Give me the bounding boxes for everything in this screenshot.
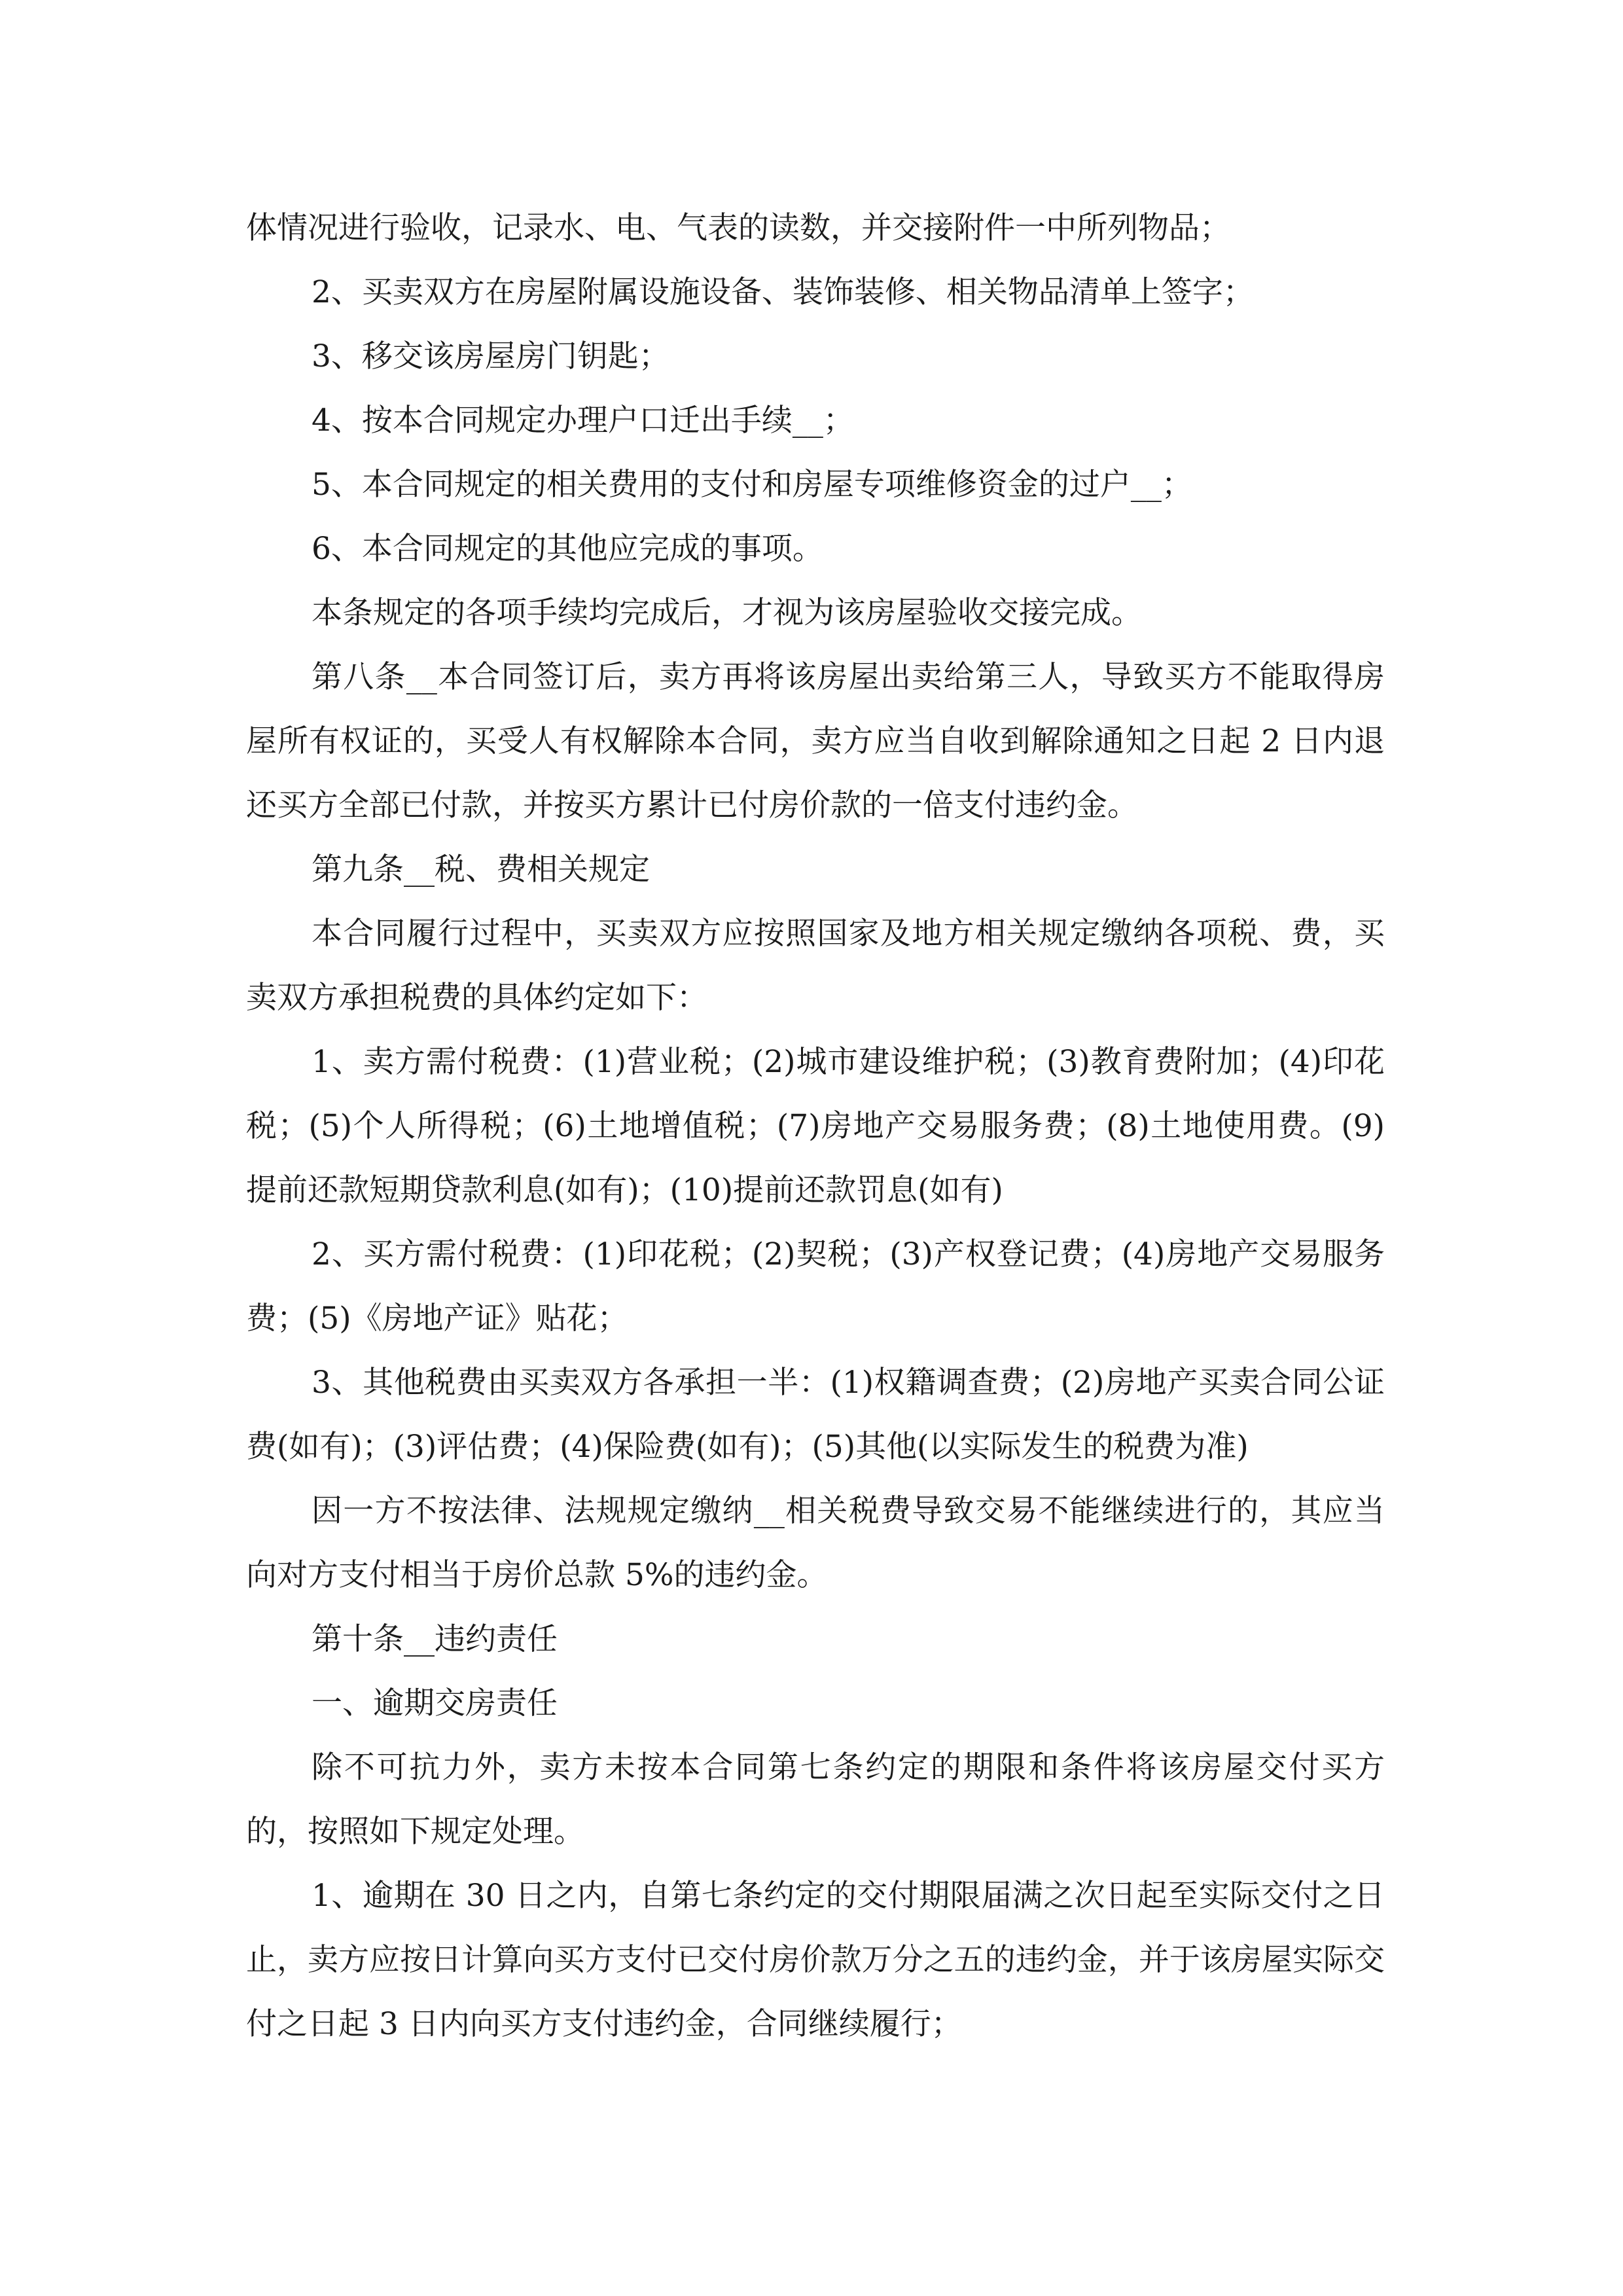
- paragraph-seller-taxes: 1、卖方需付税费：(1)营业税；(2)城市建设维护税；(3)教育费附加；(4)印花税；(5)个人所得税；(6)土地增值税；(7)房地产交易服务费；(8)土地使用费。(9)提前还款短期贷款利息(如有)；(10)提前还款罚息(如有): [246, 1044, 1385, 1208]
- paragraph-item-4: 4、按本合同规定办理户口迁出手续__；: [312, 403, 854, 439]
- heading-article-9: 第九条__税、费相关规定: [312, 852, 650, 888]
- heading-article-10: 第十条__违约责任: [312, 1621, 558, 1657]
- paragraph-late-delivery-intro: 除不可抗力外，卖方未按本合同第七条约定的期限和条件将该房屋交付买方的，按照如下规定处理。: [246, 1749, 1385, 1850]
- paragraph-item-2: 2、买卖双方在房屋附属设施设备、装饰装修、相关物品清单上签字；: [312, 274, 1254, 310]
- paragraph-shared-taxes: 3、其他税费由买卖双方各承担一半：(1)权籍调查费；(2)房地产买卖合同公证费(如有)；(3)评估费；(4)保险费(如有)；(5)其他(以实际发生的税费为准): [246, 1365, 1385, 1465]
- paragraph-article-8: 第八条__本合同签订后，卖方再将该房屋出卖给第三人，导致买方不能取得房屋所有权证的，买受人有权解除本合同，卖方应当自收到解除通知之日起 2 日内退还买方全部已付款，并按买方累计已付房价款的一倍支付违约金。: [246, 659, 1385, 823]
- heading-late-delivery: 一、逾期交房责任: [312, 1685, 558, 1721]
- paragraph-buyer-taxes: 2、买方需付税费：(1)印花税；(2)契税；(3)产权登记费；(4)房地产交易服务费；(5)《房地产证》贴花；: [246, 1236, 1385, 1336]
- paragraph-continuation: 体情况进行验收，记录水、电、气表的读数，并交接附件一中所列物品；: [246, 210, 1230, 246]
- paragraph-handover-complete: 本条规定的各项手续均完成后，才视为该房屋验收交接完成。: [312, 595, 1142, 631]
- paragraph-late-delivery-30-days: 1、逾期在 30 日之内，自第七条约定的交付期限届满之次日起至实际交付之日止，卖方应按日计算向买方支付已交付房价款万分之五的违约金，并于该房屋实际交付之日起 3 日内向买方支付违约金，合同继续履行；: [246, 1878, 1385, 2042]
- paragraph-item-6: 6、本合同规定的其他应完成的事项。: [312, 531, 823, 567]
- paragraph-item-3: 3、移交该房屋房门钥匙；: [312, 338, 669, 374]
- paragraph-tax-penalty: 因一方不按法律、法规规定缴纳__相关税费导致交易不能继续进行的，其应当向对方支付相当于房价总款 5%的违约金。: [246, 1493, 1385, 1593]
- document-body: [246, 196, 1385, 2056]
- paragraph-item-5: 5、本合同规定的相关费用的支付和房屋专项维修资金的过户__；: [312, 467, 1192, 503]
- paragraph-tax-intro: 本合同履行过程中，买卖双方应按照国家及地方相关规定缴纳各项税、费，买卖双方承担税费的具体约定如下：: [246, 916, 1385, 1016]
